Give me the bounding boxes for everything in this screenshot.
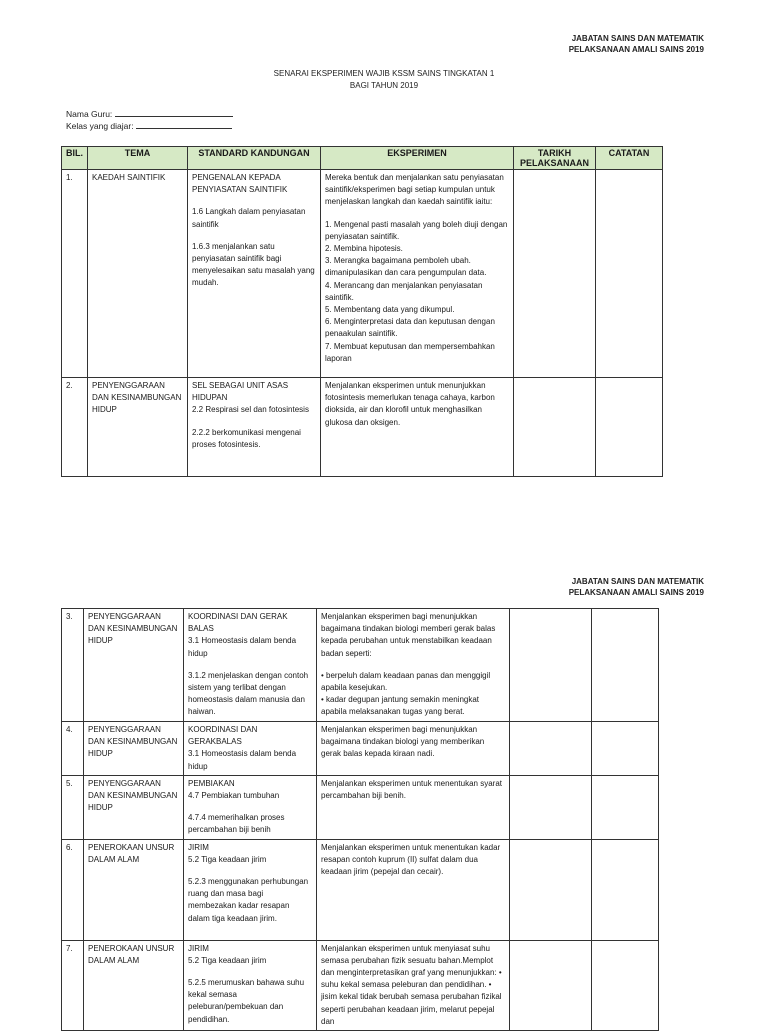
- standard-item: 1.6 Langkah dalam penyiasatan saintifik: [192, 207, 306, 229]
- standard-title: JIRIM: [188, 842, 209, 852]
- row-number: 6.: [62, 839, 84, 940]
- standard-title: SEL SEBAGAI UNIT ASAS HIDUPAN: [192, 381, 289, 403]
- table-header-row: [62, 147, 663, 170]
- column-header-catatan: CATATAN: [596, 147, 663, 170]
- experiment-description: Menjalankan eksperimen bagi menunjukkan bagaimana tindakan biologi yang memberikan gerak balas kepada kiraan nadi.: [321, 725, 485, 759]
- teacher-info: [66, 108, 233, 132]
- teacher-name-label: Nama Guru:: [66, 109, 113, 119]
- row-number: 7.: [62, 940, 84, 1030]
- row-tema: PENYENGGARAAN DAN KESINAMBUNGAN HIDUP: [88, 378, 188, 477]
- experiment-description: Menjalankan eksperimen untuk menentukan syarat percambahan biji benih.: [321, 778, 502, 801]
- row-catatan-cell[interactable]: [592, 775, 659, 839]
- page-break: [0, 515, 768, 560]
- experiment-description: Menjalankan eksperimen bagi menunjukkan bagaimana tindakan biologi memberi gerak balas kepada perubahan untuk menstabilkan keadaan badan seperti:: [321, 612, 496, 658]
- row-tarikh-cell[interactable]: [510, 775, 592, 839]
- standard-title: PENGENALAN KEPADA PENYIASATAN SAINTIFIK: [192, 173, 288, 195]
- department-name: JABATAN SAINS DAN MATEMATIK: [571, 34, 704, 43]
- row-eksperimen: [317, 839, 510, 940]
- row-tarikh-cell[interactable]: [510, 609, 592, 722]
- row-standard: [184, 839, 317, 940]
- standard-item: 3.1 Homeostasis dalam benda hidup: [188, 749, 297, 771]
- row-tema: KAEDAH SAINTIFIK: [88, 170, 188, 378]
- standard-subitem: 2.2.2 berkomunikasi mengenai proses fotosintesis.: [192, 427, 301, 449]
- row-tarikh-cell[interactable]: [510, 940, 592, 1030]
- row-tarikh-cell[interactable]: [510, 839, 592, 940]
- standard-title: PEMBIAKAN: [188, 778, 235, 788]
- standard-title: KOORDINASI DAN GERAKBALAS: [188, 725, 258, 747]
- row-number: 4.: [62, 722, 84, 776]
- row-eksperimen: [317, 940, 510, 1030]
- class-field[interactable]: [66, 120, 233, 132]
- standard-subitem: 1.6.3 menjalankan satu penyiasatan saintifik bagi menyelesaikan satu masalah yang mudah.: [192, 241, 315, 288]
- standard-subitem: 3.1.2 menjelaskan dengan contoh sistem yang terlibat dengan homeostasis dalam manusia dan haiwan.: [188, 670, 309, 717]
- standard-title: JIRIM: [188, 943, 209, 953]
- title-line-1: SENARAI EKSPERIMEN WAJIB KSSM SAINS TINGKATAN 1: [273, 69, 495, 78]
- standard-item: 3.1 Homeostasis dalam benda hidup: [188, 636, 297, 658]
- row-tema: PENYENGGARAAN DAN KESINAMBUNGAN HIDUP: [84, 722, 184, 776]
- experiment-table: [61, 146, 663, 477]
- row-eksperimen: [321, 378, 514, 477]
- standard-subitem: 5.2.5 merumuskan bahawa suhu kekal semasa peleburan/pembekuan dan pendidihan.: [188, 978, 305, 1024]
- table-row: [62, 722, 659, 776]
- row-eksperimen: [321, 170, 514, 378]
- row-catatan-cell[interactable]: [592, 940, 659, 1030]
- standard-title: KOORDINASI DAN GERAK BALAS: [188, 612, 288, 634]
- row-standard: [184, 775, 317, 839]
- row-standard: [184, 609, 317, 722]
- standard-item: 5.2 Tiga keadaan jirim: [188, 854, 267, 864]
- row-number: 1.: [62, 170, 88, 378]
- experiment-description: Mereka bentuk dan menjalankan satu penyiasatan saintifik/eksperimen bagi setiap kumpulan untuk menjelaskan langkah dan kaedah saintifik iaitu:: [325, 173, 504, 207]
- standard-item: 5.2 Tiga keadaan jirim: [188, 955, 267, 965]
- table-row: [62, 775, 659, 839]
- department-header: [569, 576, 704, 598]
- table-row: [62, 839, 659, 940]
- teacher-name-blank[interactable]: [115, 108, 233, 117]
- row-tema: PENEROKAAN UNSUR DALAM ALAM: [84, 839, 184, 940]
- row-catatan-cell[interactable]: [592, 839, 659, 940]
- experiment-step: 4. Merancang dan menjalankan penyiasatan saintifik.: [325, 280, 483, 302]
- row-standard: [184, 722, 317, 776]
- experiment-point: • kadar degupan jantung semakin meningkat apabila melaksanakan tugas yang berat.: [321, 695, 480, 717]
- experiment-description: Menjalankan eksperimen untuk menentukan kadar resapan contoh kuprum (II) sulfat dalam dua keadaan jirim (pepejal dan cecair).: [321, 842, 501, 877]
- row-number: 3.: [62, 609, 84, 722]
- row-tema: PENYENGGARAAN DAN KESINAMBUNGAN HIDUP: [84, 609, 184, 722]
- experiment-step: 7. Membuat keputusan dan mempersembahkan laporan: [325, 341, 495, 363]
- page-2: [0, 560, 768, 1024]
- standard-subitem: 4.7.4 memerihalkan proses percambahan biji benih: [188, 813, 285, 835]
- row-number: 5.: [62, 775, 84, 839]
- program-name: PELAKSANAAN AMALI SAINS 2019: [568, 45, 704, 54]
- experiment-description: Menjalankan eksperimen untuk menunjukkan fotosintesis memerlukan tenaga cahaya, karbon dioksida, air dan klorofil untuk menghasilkan glukosa dan oksigen.: [325, 381, 495, 427]
- row-catatan-cell[interactable]: [592, 722, 659, 776]
- standard-item: 2.2 Respirasi sel dan fotosintesis: [192, 405, 309, 415]
- table-row: [62, 378, 663, 477]
- standard-item: 4.7 Pembiakan tumbuhan: [188, 791, 280, 801]
- title-line-2: BAGI TAHUN 2019: [349, 81, 419, 90]
- experiment-table-continued: [61, 608, 659, 1031]
- experiment-step: 6. Menginterpretasi data dan keputusan dengan penaakulan saintifik.: [325, 317, 495, 339]
- program-name: PELAKSANAAN AMALI SAINS 2019: [568, 588, 704, 597]
- table-row: [62, 940, 659, 1030]
- class-label: Kelas yang diajar:: [66, 121, 134, 131]
- row-catatan-cell[interactable]: [592, 609, 659, 722]
- row-tarikh-cell[interactable]: [514, 170, 596, 378]
- class-blank[interactable]: [136, 120, 232, 129]
- row-tema: PENYENGGARAAN DAN KESINAMBUNGAN HIDUP: [84, 775, 184, 839]
- row-tarikh-cell[interactable]: [514, 378, 596, 477]
- table-row: [62, 170, 663, 378]
- experiment-step: 2. Membina hipotesis.: [325, 244, 403, 254]
- column-header-eksperimen: EKSPERIMEN: [321, 147, 514, 170]
- row-standard: [184, 940, 317, 1030]
- experiment-step: 5. Membentang data yang dikumpul.: [325, 305, 455, 315]
- column-header-tema: TEMA: [88, 147, 188, 170]
- document-title: [0, 68, 768, 92]
- row-eksperimen: [317, 775, 510, 839]
- teacher-name-field[interactable]: [66, 108, 233, 120]
- column-header-bil: BIL.: [62, 147, 88, 170]
- column-header-tarikh: TARIKH PELAKSANAAN: [514, 147, 596, 170]
- experiment-step: 1. Mengenal pasti masalah yang boleh diuji dengan penyiasatan saintifik.: [325, 219, 508, 241]
- standard-subitem: 5.2.3 menggunakan perhubungan ruang dan masa bagi membezakan kadar resapan dalam tiga keadaan jirim.: [188, 877, 309, 923]
- row-eksperimen: [317, 722, 510, 776]
- experiment-point: • berpeluh dalam keadaan panas dan menggigil apabila kesejukan.: [321, 670, 491, 693]
- row-standard: [188, 378, 321, 477]
- experiment-step: 3. Merangka bagaimana pemboleh ubah. dimanipulasikan dan cara pengumpulan data.: [325, 256, 487, 278]
- row-number: 2.: [62, 378, 88, 477]
- row-catatan-cell[interactable]: [596, 170, 663, 378]
- row-standard: [188, 170, 321, 378]
- experiment-description: Menjalankan eksperimen untuk menyiasat suhu semasa perubahan fizik sesuatu bahan.Memplot dan menginterpretasikan graf yang menunjukkan: • suhu kekal semasa peleburan dan pendidihan. • jisim kekal tidak berubah semasa perubahan fizikal seperti perubahan keadaan jirim, melarut pepejal dan: [321, 943, 502, 1026]
- column-header-standard: STANDARD KANDUNGAN: [188, 147, 321, 170]
- department-name: JABATAN SAINS DAN MATEMATIK: [571, 577, 704, 586]
- row-eksperimen: [317, 609, 510, 722]
- department-header: [569, 33, 704, 55]
- row-catatan-cell[interactable]: [596, 378, 663, 477]
- row-tema: PENEROKAAN UNSUR DALAM ALAM: [84, 940, 184, 1030]
- row-tarikh-cell[interactable]: [510, 722, 592, 776]
- table-row: [62, 609, 659, 722]
- page-1: [0, 0, 768, 515]
